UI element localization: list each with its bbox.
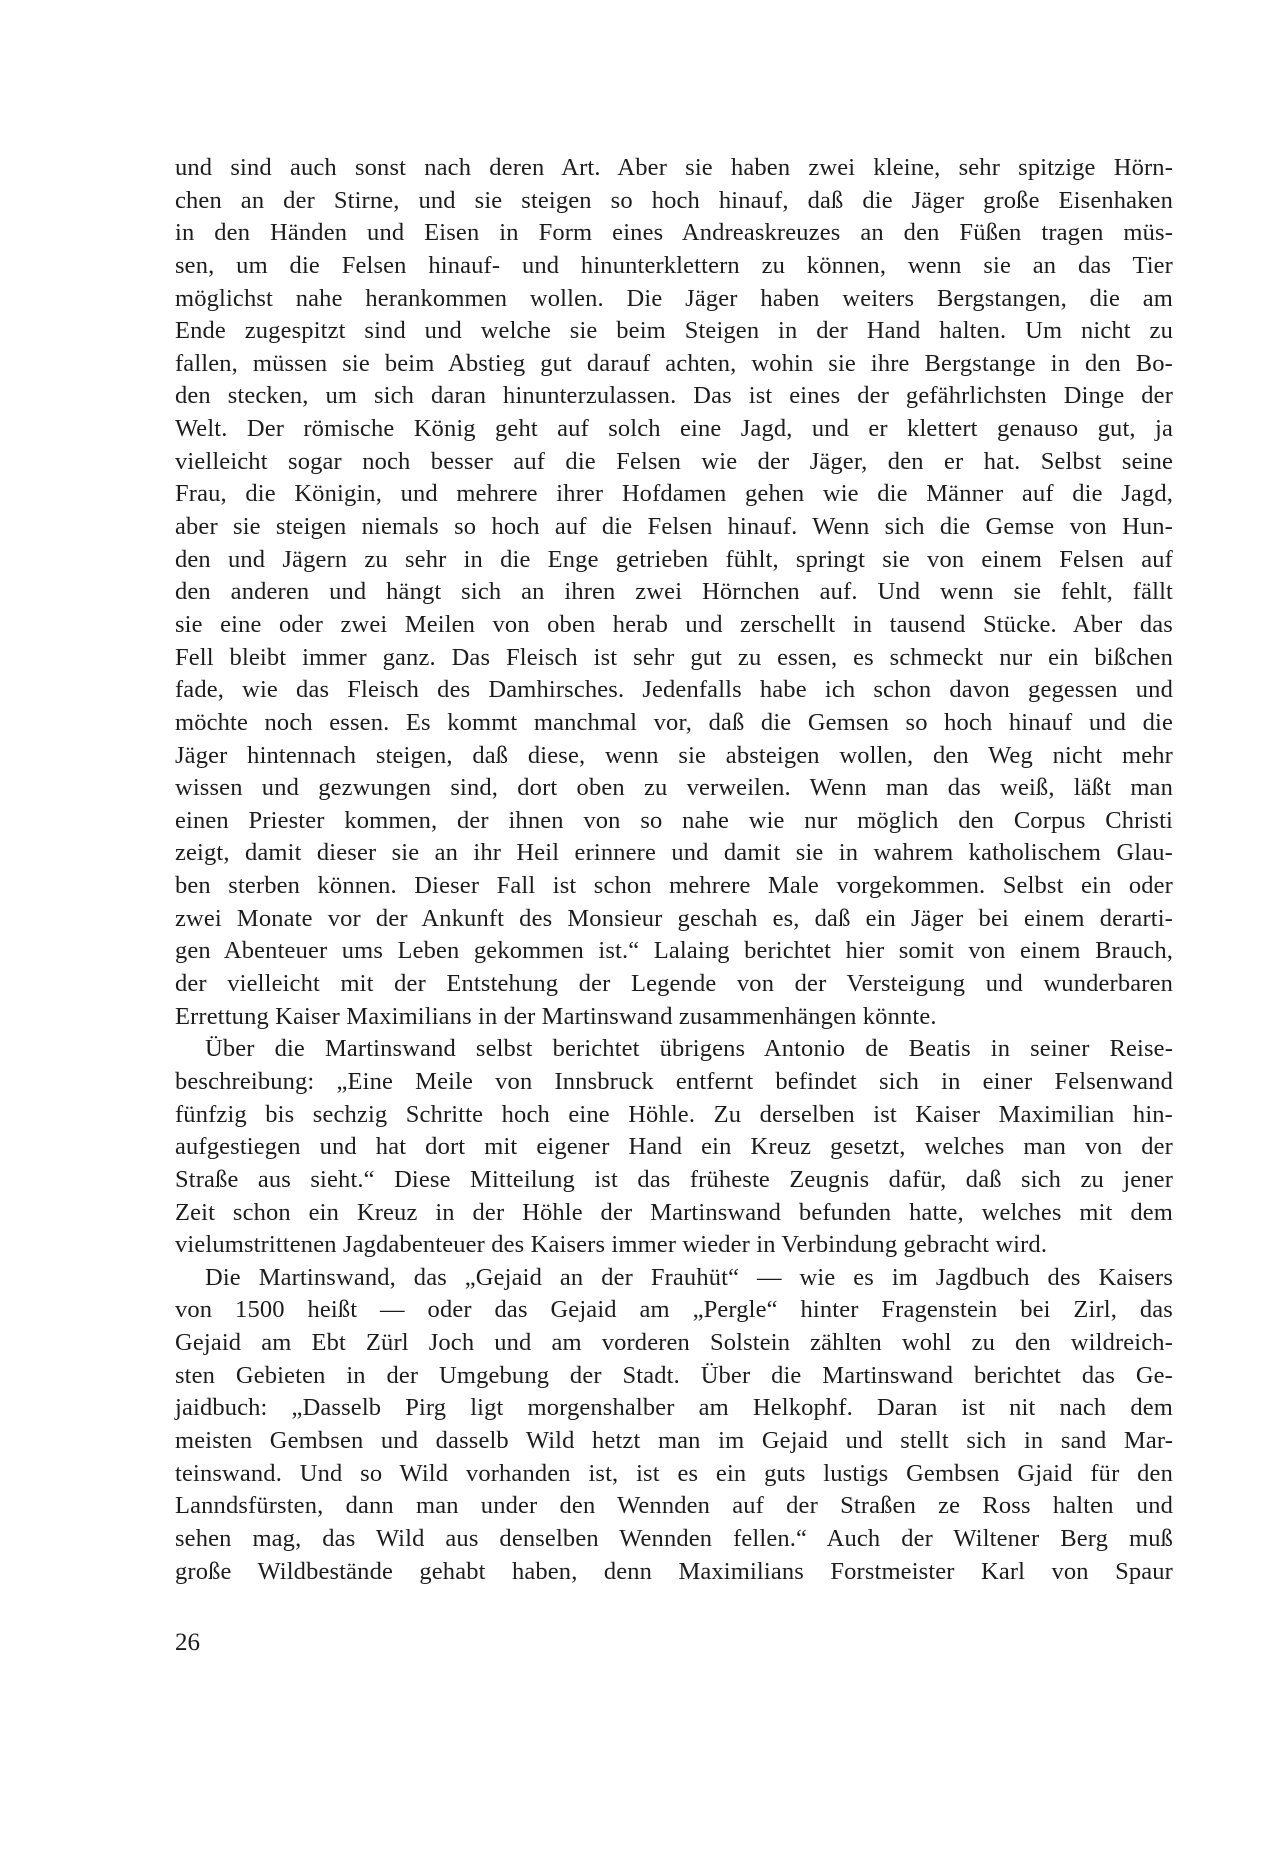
text-line: chen an der Stirne, und sie steigen so hoch hinauf, daß die Jäger große Eisenhaken [175,186,1173,214]
text-line: Zeit schon ein Kreuz in der Höhle der Martinswand befunden hatte, welches mit dem [175,1198,1173,1226]
text-line: fünfzig bis sechzig Schritte hoch eine Höhle. Zu derselben ist Kaiser Maximilian hin- [175,1100,1173,1128]
text-line: in den Händen und Eisen in Form eines Andreaskreuzes an den Füßen tragen müs- [175,219,1173,247]
text-line: zeigt, damit dieser sie an ihr Heil erinnere und damit sie in wahrem katholischem Glau- [175,839,1173,867]
text-line: sen, um die Felsen hinauf- und hinunterklettern zu können, wenn sie an das Tier [175,251,1173,279]
page-number: 26 [175,1629,200,1656]
text-line: jaidbuch: „Dasselb Pirg ligt morgenshalber am Helkophf. Daran ist nit nach dem [175,1394,1173,1422]
text-line: Über die Martinswand selbst berichtet übrigens Antonio de Beatis in seiner Reise- [205,1035,1173,1063]
text-line: von 1500 heißt — oder das Gejaid am „Pergle“ hinter Fragenstein bei Zirl, das [175,1296,1173,1324]
text-line: fade, wie das Fleisch des Damhirsches. Jedenfalls habe ich schon davon gegessen und [175,676,1173,704]
text-line: Frau, die Königin, und mehrere ihrer Hofdamen gehen wie die Männer auf die Jagd, [175,480,1173,508]
text-line: Straße aus sieht.“ Diese Mitteilung ist das früheste Zeugnis dafür, daß sich zu jener [175,1165,1173,1193]
text-line: meisten Gembsen und dasselb Wild hetzt man im Gejaid und stellt sich in sand Mar- [175,1426,1173,1454]
text-line: einen Priester kommen, der ihnen von so nahe wie nur möglich den Corpus Christi [175,806,1173,834]
text-line: möglichst nahe herankommen wollen. Die Jäger haben weiters Bergstangen, die am [175,284,1173,312]
paragraph [175,1033,1173,1261]
text-line: fallen, müssen sie beim Abstieg gut darauf achten, wohin sie ihre Bergstange in den Bo- [175,349,1173,377]
text-line: gen Abenteuer ums Leben gekommen ist.“ Lalaing berichtet hier somit von einem Brauch, [175,937,1173,965]
text-line: zwei Monate vor der Ankunft des Monsieur geschah es, daß ein Jäger bei einem derarti- [175,904,1173,932]
text-line: Ende zugespitzt sind und welche sie beim Steigen in der Hand halten. Um nicht zu [175,317,1173,345]
text-line: möchte noch essen. Es kommt manchmal vor, daß die Gemsen so hoch hinauf und die [175,708,1173,736]
text-line: aber sie steigen niemals so hoch auf die Felsen hinauf. Wenn sich die Gemse von Hun- [175,513,1173,541]
text-line: Die Martinswand, das „Gejaid an der Frauhüt“ — wie es im Jagdbuch des Kaisers [205,1263,1173,1291]
text-line: wissen und gezwungen sind, dort oben zu verweilen. Wenn man das weiß, läßt man [175,774,1173,802]
paragraph [175,1262,1173,1588]
text-line: und sind auch sonst nach deren Art. Aber sie haben zwei kleine, sehr spitzige Hörn- [175,154,1173,181]
text-line: Lanndsfürsten, dann man under den Wennden auf der Straßen ze Ross halten und [175,1492,1173,1520]
text-line: große Wildbestände gehabt haben, denn Maximilians Forstmeister Karl von Spaur [175,1557,1173,1585]
text-line: der vielleicht mit der Entstehung der Legende von der Versteigung und wunderbaren [175,970,1173,998]
text-line: sehen mag, das Wild aus denselben Wennden fellen.“ Auch der Wiltener Berg muß [175,1524,1173,1552]
text-line: den anderen und hängt sich an ihren zwei Hörnchen auf. Und wenn sie fehlt, fällt [175,578,1173,606]
text-line: aufgestiegen und hat dort mit eigener Hand ein Kreuz gesetzt, welches man von der [175,1133,1173,1161]
text-line: sten Gebieten in der Umgebung der Stadt. Über die Martinswand berichtet das Ge- [175,1361,1173,1389]
text-line: Gejaid am Ebt Zürl Joch und am vorderen Solstein zählten wohl zu den wildreich- [175,1329,1173,1357]
text-line: vielleicht sogar noch besser auf die Felsen wie der Jäger, den er hat. Selbst seine [175,447,1173,475]
paragraph [175,152,1173,1033]
text-line: den und Jägern zu sehr in die Enge getrieben fühlt, springt sie von einem Felsen auf [175,545,1173,573]
text-line: den stecken, um sich daran hinunterzulassen. Das ist eines der gefährlichsten Dinge der [175,382,1173,410]
text-line: ben sterben können. Dieser Fall ist schon mehrere Male vorgekommen. Selbst ein oder [175,872,1173,900]
text-line: Jäger hintennach steigen, daß diese, wenn sie absteigen wollen, den Weg nicht mehr [175,741,1173,769]
text-line: Fell bleibt immer ganz. Das Fleisch ist sehr gut zu essen, es schmeckt nur ein bißchen [175,643,1173,671]
body-text [175,152,1173,1588]
text-line: Welt. Der römische König geht auf solch eine Jagd, und er klettert genauso gut, ja [175,415,1173,443]
text-line: Errettung Kaiser Maximilians in der Martinswand zusammenhängen könnte. [175,1002,937,1030]
text-line: vielumstrittenen Jagdabenteuer des Kaisers immer wieder in Verbindung gebracht wird. [175,1231,1048,1259]
text-line: sie eine oder zwei Meilen von oben herab und zerschellt in tausend Stücke. Aber das [175,610,1173,638]
text-line: teinswand. Und so Wild vorhanden ist, ist es ein guts lustigs Gembsen Gjaid für den [175,1459,1173,1487]
text-line: beschreibung: „Eine Meile von Innsbruck entfernt befindet sich in einer Felsenwand [175,1067,1173,1095]
